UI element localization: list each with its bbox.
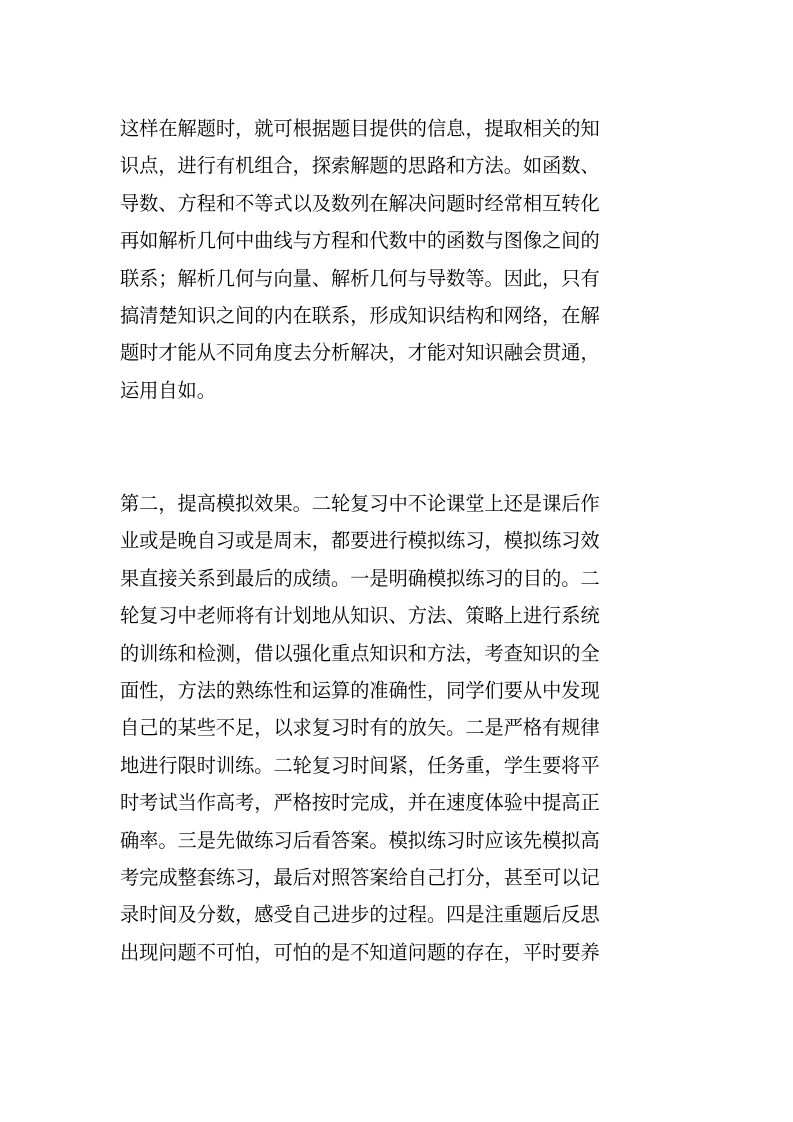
text-line: 时考试当作高考，严格按时完成，并在速度体验中提高正 [120,791,600,815]
text-line: 果直接关系到最后的成绩。一是明确模拟练习的目的。二 [120,566,600,590]
text-line: 面性，方法的熟练性和运算的准确性，同学们要从中发现 [120,678,600,702]
text-line: 搞清楚知识之间的内在联系，形成知识结构和网络，在解 [120,303,600,327]
text-line: 这样在解题时，就可根据题目提供的信息，提取相关的知 [120,117,600,140]
text-line: 题时才能从不同角度去分析解决，才能对知识融会贯通， [120,341,600,365]
text-line: 运用自如。 [120,378,216,402]
text-line: 地进行限时训练。二轮复习时间紧，任务重，学生要将平 [120,753,600,777]
text-line: 考完成整套练习，最后对照答案给自己打分，甚至可以记 [120,865,600,889]
text-line: 的训练和检测，借以强化重点知识和方法，考查知识的全 [120,641,600,665]
text-line: 联系；解析几何与向量、解析几何与导数等。因此，只有 [120,266,600,290]
text-line: 再如解析几何中曲线与方程和代数中的函数与图像之间的 [120,229,600,253]
text-line: 确率。三是先做练习后看答案。模拟练习时应该先模拟高 [120,828,600,852]
paragraph-knowledge-connections [120,110,680,409]
text-line: 自己的某些不足，以求复习时有的放矢。二是严格有规律 [120,716,600,740]
paragraph-simulation-practice [120,485,680,971]
text-line: 轮复习中老师将有计划地从知识、方法、策略上进行系统 [120,604,600,628]
text-line: 导数、方程和不等式以及数列在解决问题时经常相互转化 [120,191,600,215]
text-line: 业或是晚自习或是周末，都要进行模拟练习，模拟练习效 [120,529,600,553]
text-line: 第二，提高模拟效果。二轮复习中不论课堂上还是课后作 [120,492,600,515]
text-line: 录时间及分数，感受自己进步的过程。四是注重题后反思 [120,903,600,927]
text-line: 识点，进行有机组合，探索解题的思路和方法。如函数、 [120,154,600,178]
text-line: 出现问题不可怕，可怕的是不知道问题的存在，平时要养 [120,940,600,964]
